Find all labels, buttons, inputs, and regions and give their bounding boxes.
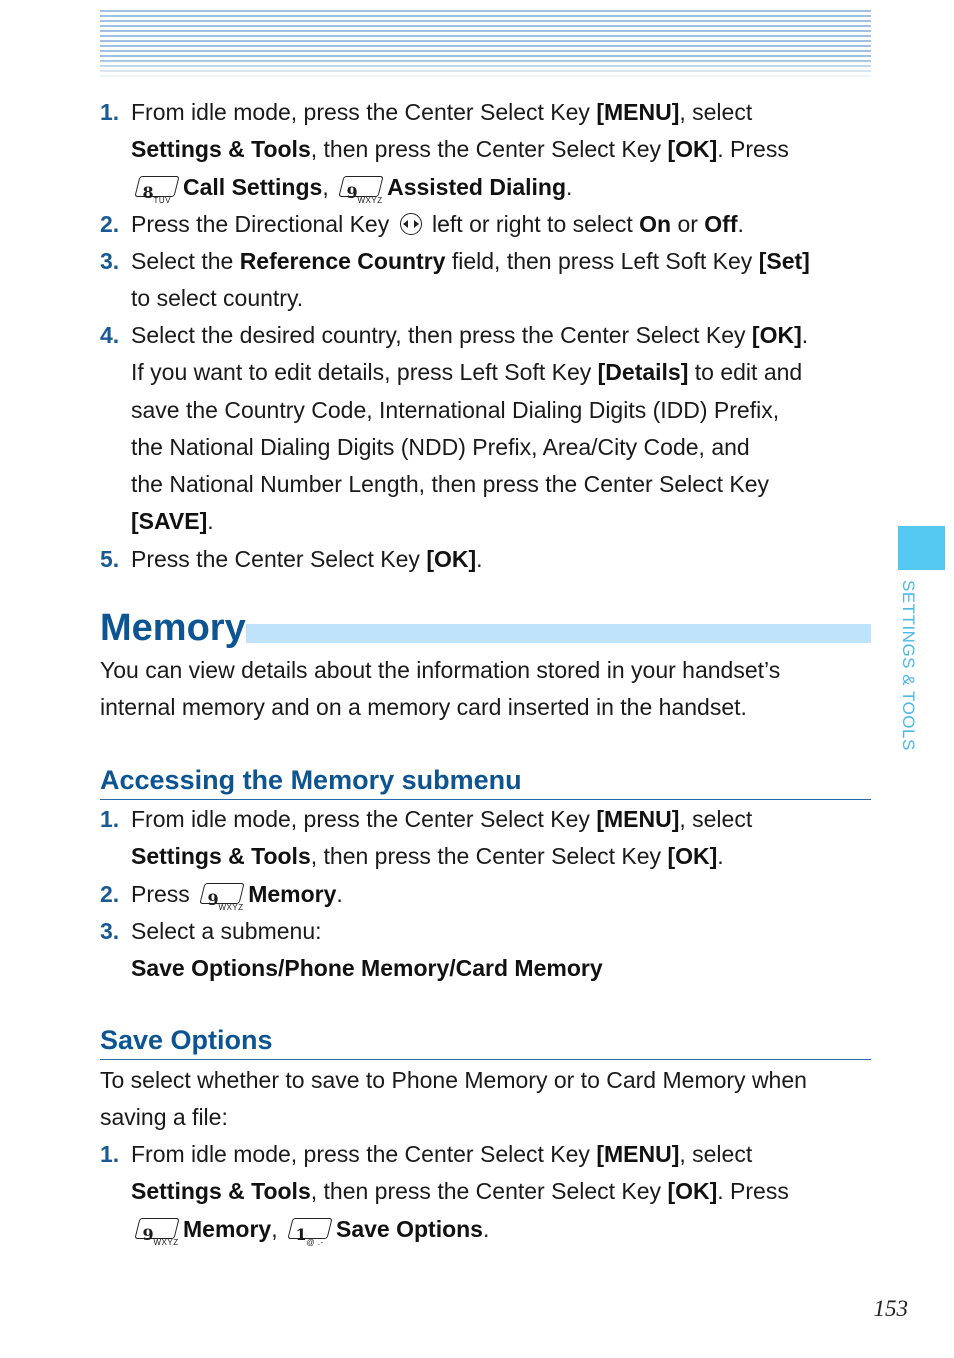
intro-line: internal memory and on a memory card inserted in the handset. [100, 694, 747, 721]
intro-line: saving a file: [100, 1104, 228, 1131]
step-text: save the Country Code, International Dialing Digits (IDD) Prefix, [131, 396, 780, 423]
step-text: From idle mode, press the Center Select Key [131, 99, 597, 125]
save-options-intro [100, 1062, 875, 1137]
chapter-side-label: SETTINGS & TOOLS [899, 580, 918, 751]
step-text: left or right to select [425, 211, 640, 237]
step-number: 3. [100, 248, 120, 274]
step-1 [100, 94, 875, 206]
step-text: to edit and [688, 359, 803, 386]
key-number: 8 [142, 182, 154, 202]
set-key-label: [Set] [758, 248, 810, 274]
step-2 [100, 206, 875, 243]
step-5 [100, 541, 875, 578]
key-8-icon [134, 176, 179, 205]
key-9-icon [200, 883, 245, 912]
step-text: . [717, 843, 724, 870]
key-letters: TUV [153, 195, 171, 205]
ok-key-label: [OK] [667, 136, 718, 163]
on-label: On [639, 211, 672, 237]
step-text: If you want to edit details, press Left Soft Key [131, 359, 598, 386]
intro-line: You can view details about the information stored in your handset’s [100, 657, 781, 683]
reference-country-label: Reference Country [239, 248, 446, 274]
save-options-step-1 [100, 1136, 875, 1248]
key-number: 9 [346, 182, 358, 202]
key-9-icon [134, 1218, 179, 1247]
key-number: 1 [295, 1224, 307, 1244]
step-text: field, then press Left Soft Key [445, 248, 759, 274]
ok-key-label: [OK] [667, 843, 718, 870]
key-letters: WXYZ [153, 1237, 179, 1247]
step-text: Select the desired country, then press the Center Select Key [131, 322, 752, 348]
step-number: 1. [100, 1141, 120, 1167]
key-letters: @ .- [306, 1237, 324, 1247]
memory-intro [100, 652, 875, 727]
memory-label: Memory [183, 1215, 272, 1242]
page-number: 153 [873, 1296, 908, 1321]
step-text: to select country. [131, 285, 304, 312]
step-text: . [801, 322, 809, 348]
step-text: . [737, 211, 744, 237]
step-number: 2. [100, 881, 120, 907]
step-text: Press [131, 881, 197, 907]
section-title: Memory [100, 607, 246, 649]
step-text: , select [679, 1141, 753, 1167]
call-settings-label: Call Settings [183, 173, 323, 200]
directional-key-icon [400, 213, 422, 235]
step-text: , then press the Center Select Key [310, 843, 668, 870]
step-text: . Press [717, 136, 789, 163]
step-text: Press the Center Select Key [131, 546, 427, 572]
step-text: or [671, 211, 705, 237]
step-number: 1. [100, 99, 120, 125]
step-text: . [207, 508, 214, 535]
submenu-options: Save Options/Phone Memory/Card Memory [131, 955, 603, 982]
step-number: 3. [100, 918, 120, 944]
chapter-tab [898, 526, 945, 570]
step-text: Select the [131, 248, 240, 274]
step-number: 5. [100, 546, 120, 572]
step-text: , select [679, 99, 753, 125]
settings-tools-label: Settings & Tools [131, 1178, 311, 1205]
assisted-dialing-label: Assisted Dialing [387, 173, 567, 200]
ok-key-label: [OK] [751, 322, 802, 348]
step-text: . [476, 546, 483, 572]
menu-key-label: [MENU] [596, 806, 680, 832]
step-text: From idle mode, press the Center Select Key [131, 806, 597, 832]
accessing-step-1 [100, 801, 875, 876]
save-key-label: [SAVE] [131, 508, 208, 535]
ok-key-label: [OK] [667, 1178, 718, 1205]
step-text: . Press [717, 1178, 789, 1205]
intro-line: To select whether to save to Phone Memory or to Card Memory when [100, 1067, 807, 1093]
step-text: , [322, 173, 329, 200]
key-9-icon [338, 176, 383, 205]
accessing-step-2 [100, 876, 875, 913]
accessing-step-3 [100, 913, 875, 988]
key-number: 9 [142, 1224, 154, 1244]
key-letters: WXYZ [357, 195, 383, 205]
step-text: , then press the Center Select Key [310, 136, 668, 163]
header-decoration [100, 10, 871, 80]
step-text: . [336, 881, 343, 907]
step-number: 2. [100, 211, 120, 237]
menu-key-label: [MENU] [596, 99, 680, 125]
step-text: From idle mode, press the Center Select Key [131, 1141, 597, 1167]
title-underline-bar [246, 624, 871, 643]
step-text: Select a submenu: [131, 918, 322, 944]
step-3 [100, 243, 875, 318]
step-number: 4. [100, 322, 120, 348]
step-text: . [482, 1215, 490, 1242]
step-text: Press the Directional Key [131, 211, 396, 237]
step-text: , then press the Center Select Key [310, 1178, 668, 1205]
step-text: the National Number Length, then press the Center Select Key [131, 471, 769, 498]
step-4 [100, 317, 875, 541]
step-text: , select [679, 806, 753, 832]
step-number: 1. [100, 806, 120, 832]
step-text: . [566, 173, 573, 200]
memory-label: Memory [248, 881, 337, 907]
settings-tools-label: Settings & Tools [131, 136, 311, 163]
off-label: Off [704, 211, 738, 237]
step-text: , [271, 1215, 278, 1242]
ok-key-label: [OK] [426, 546, 477, 572]
details-key-label: [Details] [597, 359, 689, 386]
accessing-heading: Accessing the Memory submenu [100, 763, 871, 800]
key-letters: WXYZ [218, 903, 244, 912]
settings-tools-label: Settings & Tools [131, 843, 311, 870]
step-text: the National Dialing Digits (NDD) Prefix, Area/City Code, and [131, 433, 750, 460]
save-options-heading: Save Options [100, 1023, 871, 1060]
key-1-icon [287, 1218, 332, 1247]
menu-key-label: [MENU] [596, 1141, 680, 1167]
save-options-label: Save Options [335, 1215, 483, 1242]
key-number: 9 [207, 890, 219, 909]
